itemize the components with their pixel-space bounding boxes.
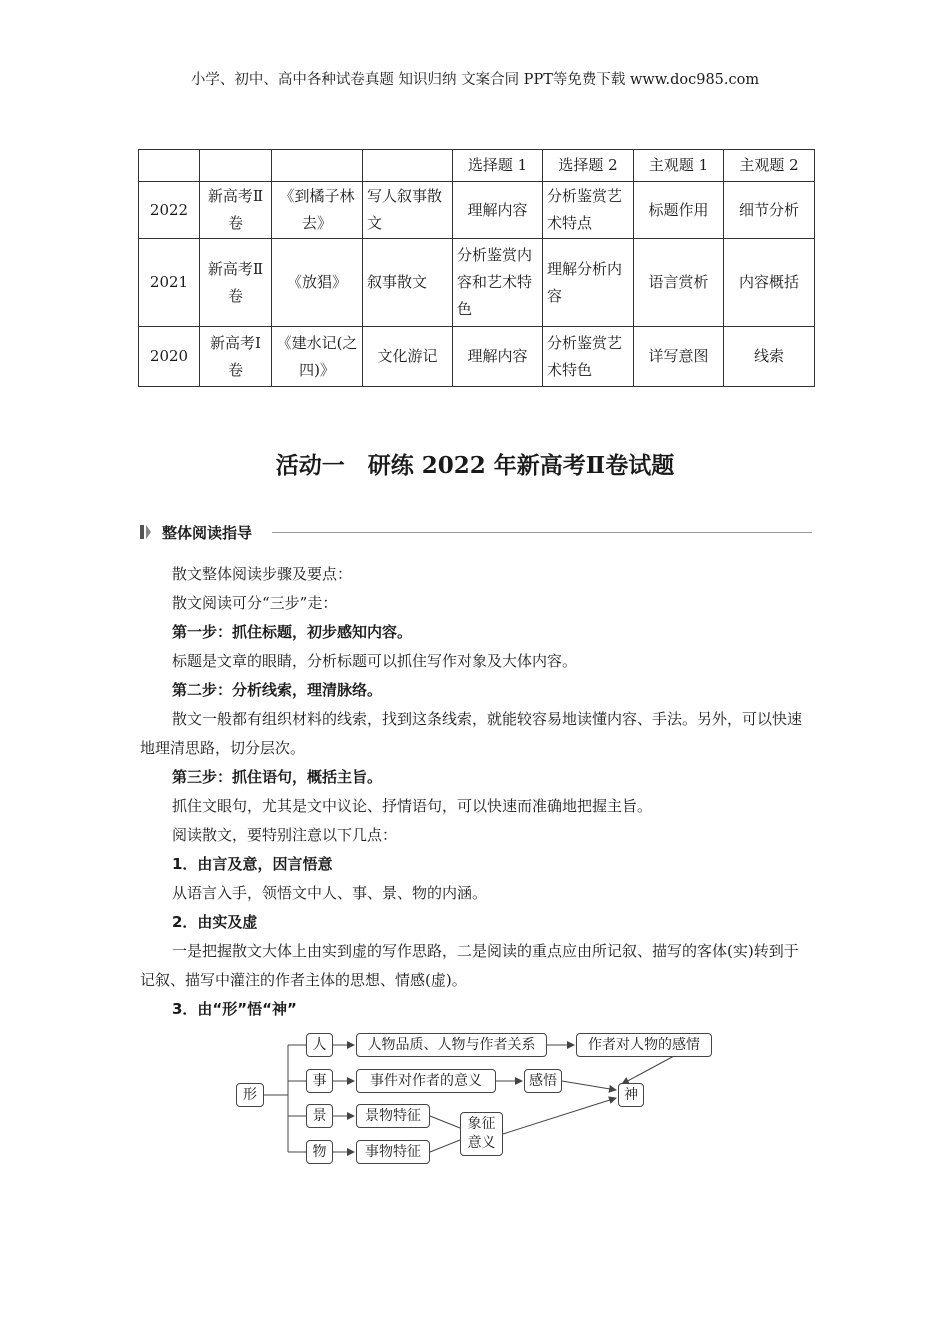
xing-shen-diagram [230,1030,720,1170]
table-cell: 分析鉴赏艺术特点 [543,182,634,239]
table-cell: 《放猖》 [272,239,363,327]
point-heading: 1．由言及意，因言悟意 [172,855,333,873]
table-cell: 详写意图 [634,327,724,387]
table-cell: 线索 [724,327,815,387]
point-heading: 2．由实及虚 [172,913,258,931]
table-header-cell: 主观题 2 [724,150,815,182]
table-cell: 叙事散文 [363,239,453,327]
shi-node: 事 [306,1069,333,1093]
shen-node: 神 [618,1083,644,1107]
table-row [139,239,815,327]
step-heading: 第二步：分析线索，理清脉络。 [172,681,383,699]
table-cell: 理解内容 [453,327,543,387]
table-header-cell: 选择题 1 [453,150,543,182]
paragraph: 散文整体阅读步骤及要点： [172,565,353,583]
paragraph: 标题是文章的眼睛，分析标题可以抓住写作对象及大体内容。 [172,652,578,670]
table-cell [139,150,200,182]
table-cell: 《建水记(之四)》 [272,327,363,387]
table-header-cell: 主观题 1 [634,150,724,182]
paragraph: 散文一般都有组织材料的线索，找到这条线索，就能较容易地读懂内容、手法。另外，可以快速地理清思路，切分层次。 [140,710,803,757]
table-cell: 分析鉴赏艺术特色 [543,327,634,387]
table-cell [272,150,363,182]
page-header: 小学、初中、高中各种试卷真题 知识归纳 文案合同 PPT等免费下载 www.doc985.com [190,72,760,88]
ganwu-node: 感悟 [524,1069,562,1093]
section-label: 整体阅读指导 [162,524,253,542]
table-row [139,182,815,239]
jing-detail-node: 景物特征 [356,1104,430,1128]
table-cell: 文化游记 [363,327,453,387]
xing-node: 形 [236,1083,264,1107]
table-cell: 新高考Ⅱ卷 [200,239,272,327]
table-cell: 细节分析 [724,182,815,239]
ren-result-node: 作者对人物的感情 [576,1033,712,1057]
table-cell: 理解分析内容 [543,239,634,327]
table-cell: 分析鉴赏内容和艺术特色 [453,239,543,327]
shi-detail-node: 事件对作者的意义 [356,1069,496,1093]
ren-node: 人 [306,1033,333,1057]
section-heading [140,521,812,545]
table-cell: 2022 [139,182,200,239]
point-heading: 3．由“形”悟“神” [172,1000,297,1018]
step-heading: 第一步：抓住标题，初步感知内容。 [172,623,413,641]
table-cell: 内容概括 [724,239,815,327]
step-heading: 第三步：抓住语句，概括主旨。 [172,768,383,786]
activity-title: 活动一 研练 2022 年新高考Ⅱ卷试题 [275,452,675,479]
table-cell: 新高考Ⅱ卷 [200,182,272,239]
exam-analysis-table [138,149,815,387]
table-cell: 2021 [139,239,200,327]
table-cell: 2020 [139,327,200,387]
paragraph: 散文阅读可分“三步”走： [172,594,338,612]
table-cell: 新高考Ⅰ卷 [200,327,272,387]
jing-node: 景 [306,1104,333,1128]
section-divider [272,532,812,533]
wu-node: 物 [306,1140,333,1164]
table-cell: 《到橘子林去》 [272,182,363,239]
symbol-node: 象征意义 [460,1112,503,1156]
section-arrow-icon [146,525,151,539]
body-text [140,560,812,1024]
table-cell: 标题作用 [634,182,724,239]
table-header-row [139,150,815,182]
table-header-cell: 选择题 2 [543,150,634,182]
ren-detail-node: 人物品质、人物与作者关系 [356,1033,547,1057]
wu-detail-node: 事物特征 [356,1140,430,1164]
table-cell [363,150,453,182]
table-cell: 语言赏析 [634,239,724,327]
paragraph: 抓住文眼句，尤其是文中议论、抒情语句，可以快速而准确地把握主旨。 [172,797,653,815]
table-cell: 写人叙事散文 [363,182,453,239]
paragraph: 阅读散文，要特别注意以下几点： [172,826,398,844]
table-row [139,327,815,387]
paragraph: 从语言入手，领悟文中人、事、景、物的内涵。 [172,884,488,902]
table-cell: 理解内容 [453,182,543,239]
section-marker-icon [140,525,144,539]
paragraph: 一是把握散文大体上由实到虚的写作思路，二是阅读的重点应由所记叙、描写的客体(实)转到于记叙、描写中灌注的作者主体的思想、情感(虚)。 [140,942,799,989]
table-cell [200,150,272,182]
